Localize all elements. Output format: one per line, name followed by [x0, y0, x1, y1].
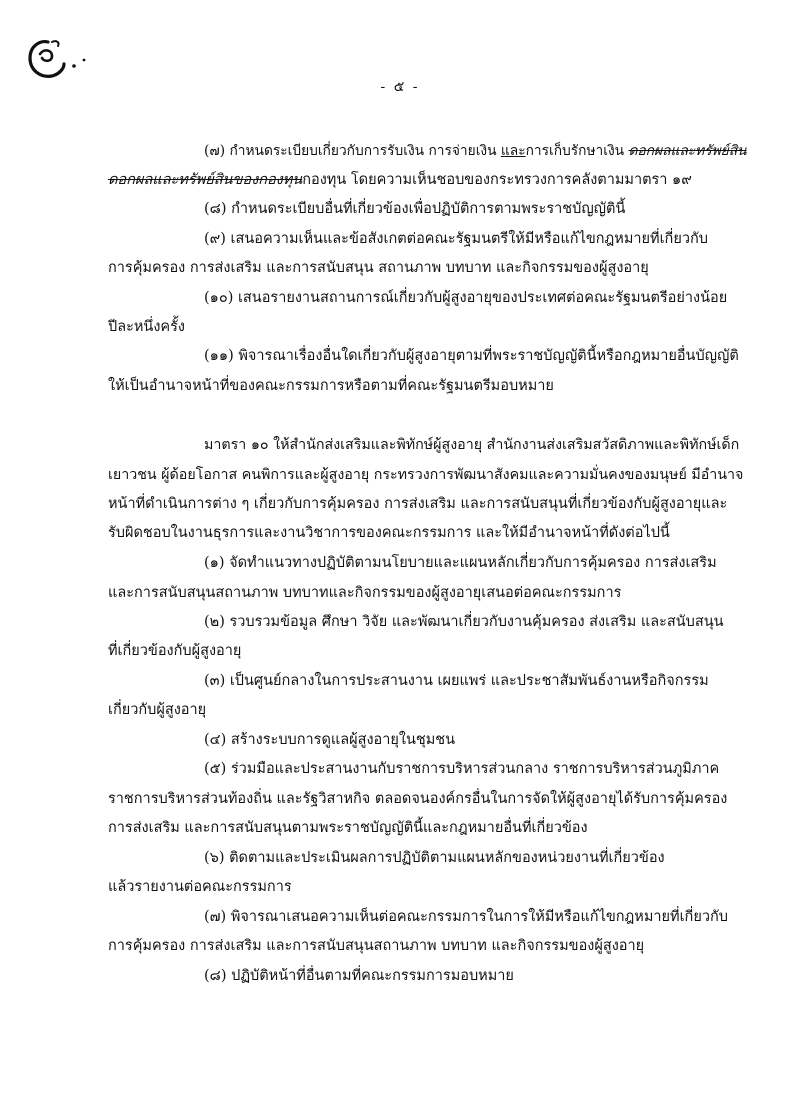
paragraph-line: (๙) เสนอความเห็นและข้อสังเกตต่อคณะรัฐมนตรีให้มีหรือแก้ไขกฎหมายที่เกี่ยวกับ	[204, 231, 708, 247]
paragraph-line: เยาวชน ผู้ด้อยโอกาส คนพิการและผู้สูงอายุ กระทรวงการพัฒนาสังคมและความมั่นคงของมนุษย์ มีอำนาจ	[108, 467, 744, 483]
section-heading-line: มาตรา ๑๐ ให้สำนักส่งเสริมและพิทักษ์ผู้สูงอายุ สำนักงานส่งเสริมสวัสดิภาพและพิทักษ์เด็ก	[204, 437, 740, 453]
paragraph-line: ปีละหนึ่งครั้ง	[108, 319, 185, 335]
paragraph-line: แล้วรายงานต่อคณะกรรมการ	[108, 879, 292, 895]
paragraph-line: การส่งเสริม และการสนับสนุนตามพระราชบัญญัตินี้และกฎหมายอื่นที่เกี่ยวข้อง	[108, 820, 588, 836]
paragraph-line: เกี่ยวกับผู้สูงอายุ	[108, 702, 207, 718]
paragraph-line: ที่เกี่ยวข้องกับผู้สูงอายุ	[108, 643, 242, 659]
paragraph-line: (๗) พิจารณาเสนอความเห็นต่อคณะกรรมการในการให้มีหรือแก้ไขกฎหมายที่เกี่ยวกับ	[204, 909, 728, 925]
paragraph-line: (๘) กำหนดระเบียบอื่นที่เกี่ยวข้องเพื่อปฏิบัติการตามพระราชบัญญัตินี้	[204, 201, 626, 217]
paragraph-line: หน้าที่ดำเนินการต่าง ๆ เกี่ยวกับการคุ้มครอง การส่งเสริม และการสนับสนุนที่เกี่ยวข้องกับผู้สูงอายุและ	[108, 496, 728, 512]
paragraph-line: (๔) สร้างระบบการดูแลผู้สูงอายุในชุมชน	[204, 732, 456, 748]
paragraph-line: (๘) ปฏิบัติหน้าที่อื่นตามที่คณะกรรมการมอบหมาย	[204, 968, 514, 984]
paragraph-line: (๑) จัดทำแนวทางปฏิบัติตามนโยบายและแผนหลักเกี่ยวกับการคุ้มครอง การส่งเสริม	[204, 555, 717, 571]
struck-text: ดอกผลและทรัพย์สิน	[628, 143, 747, 159]
page-number: - ๕ -	[380, 79, 420, 95]
paragraph-line: (๒) รวบรวมข้อมูล ศึกษา วิจัย และพัฒนาเกี่ยวกับงานคุ้มครอง ส่งเสริม และสนับสนุน	[204, 614, 724, 630]
paragraph-line: (๑๐) เสนอรายงานสถานการณ์เกี่ยวกับผู้สูงอายุของประเทศต่อคณะรัฐมนตรีอย่างน้อย	[204, 290, 728, 306]
paragraph-line: การคุ้มครอง การส่งเสริม และการสนับสนุนสถานภาพ บทบาท และกิจกรรมของผู้สูงอายุ	[108, 938, 645, 954]
paragraph-line: รับผิดชอบในงานธุรการและงานวิชาการของคณะกรรมการ และให้มีอำนาจหน้าที่ดังต่อไปนี้	[108, 525, 670, 541]
paragraph-line: ราชการบริหารส่วนท้องถิ่น และรัฐวิสาหกิจ ตลอดจนองค์กรอื่นในการจัดให้ผู้สูงอายุได้รับการคุ้มครอง	[108, 791, 728, 807]
paragraph-line: ให้เป็นอำนาจหน้าที่ของคณะกรรมการหรือตามที่คณะรัฐมนตรีมอบหมาย	[108, 378, 554, 394]
struck-text: ดอกผลและทรัพย์สินของกองทุน	[108, 172, 303, 188]
paragraph-line: และการสนับสนุนสถานภาพ บทบาทและกิจกรรมของผู้สูงอายุเสนอต่อคณะกรรมการ	[108, 585, 622, 601]
paragraph-line: การคุ้มครอง การส่งเสริม และการสนับสนุน สถานภาพ บทบาท และกิจกรรมของผู้สูงอายุ	[108, 260, 649, 276]
paragraph-line: (๖) ติดตามและประเมินผลการปฏิบัติตามแผนหลักของหน่วยงานที่เกี่ยวข้อง	[204, 850, 665, 866]
paragraph-line: (๓) เป็นศูนย์กลางในการประสานงาน เผยแพร่ และประชาสัมพันธ์งานหรือกิจกรรม	[204, 673, 709, 689]
paragraph-line: (๗) กำหนดระเบียบเกี่ยวกับการรับเงิน การจ่ายเงิน และการเก็บรักษาเงิน ดอกผลและทรัพย์สิน	[204, 143, 747, 159]
paragraph-line: (๕) ร่วมมือและประสานงานกับราชการบริหารส่วนกลาง ราชการบริหารส่วนภูมิภาค	[204, 761, 720, 777]
paragraph-line: ดอกผลและทรัพย์สินของกองทุนกองทุน โดยความเห็นชอบของกระทรวงการคลังตามมาตรา ๑๙	[108, 172, 692, 188]
paragraph-line: (๑๑) พิจารณาเรื่องอื่นใดเกี่ยวกับผู้สูงอายุตามที่พระราชบัญญัตินี้หรือกฎหมายอื่นบัญญัติ	[204, 348, 739, 364]
